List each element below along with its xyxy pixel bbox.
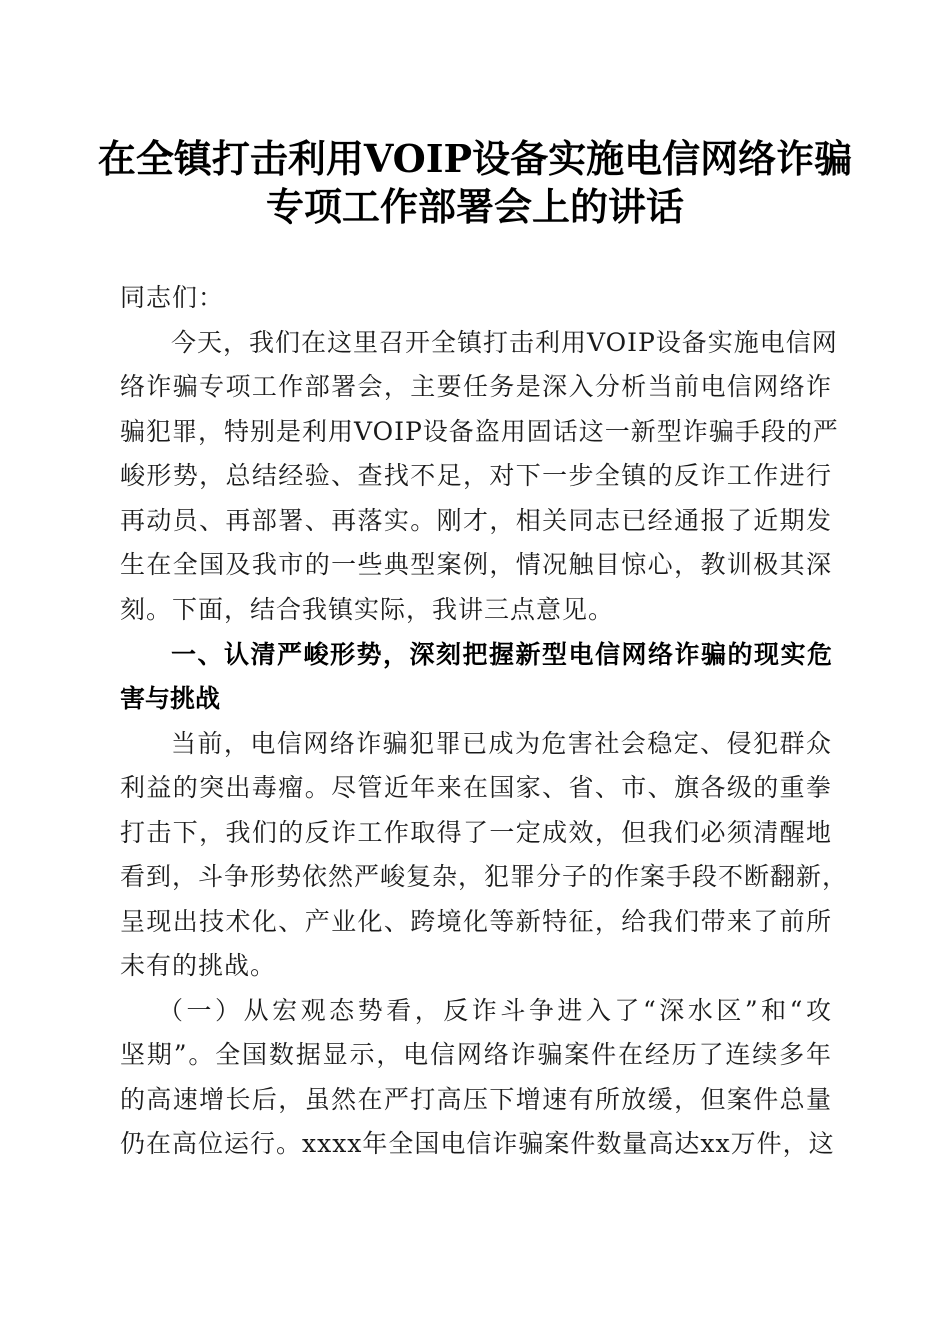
section-heading-line: 害与挑战 bbox=[120, 684, 221, 713]
subsection-line: （一）从宏观态势看，反诈斗争进入了“深水区”和“攻 bbox=[158, 996, 832, 1025]
subsection-line: 仍在高位运行。xxxx年全国电信诈骗案件数量高达xx万件，这 bbox=[120, 1129, 835, 1158]
intro-line: 骗犯罪，特别是利用VOIP设备盗用固话这一新型诈骗手段的严 bbox=[120, 417, 839, 446]
section-body-line: 呈现出技术化、产业化、跨境化等新特征，给我们带来了前所 bbox=[120, 907, 832, 936]
document-title-line-2: 专项工作部署会上的讲话 bbox=[265, 184, 684, 229]
intro-line: 生在全国及我市的一些典型案例，情况触目惊心，教训极其深 bbox=[120, 550, 832, 579]
intro-line: 络诈骗专项工作部署会，主要任务是深入分析当前电信网络诈 bbox=[120, 372, 832, 401]
section-heading-line: 一、认清严峻形势，深刻把握新型电信网络诈骗的现实危 bbox=[171, 640, 832, 669]
section-body-line: 利益的突出毒瘤。尽管近年来在国家、省、市、旗各级的重拳 bbox=[120, 773, 832, 802]
subsection-line: 的高速增长后，虽然在严打高压下增速有所放缓，但案件总量 bbox=[120, 1085, 832, 1114]
intro-line: 今天，我们在这里召开全镇打击利用VOIP设备实施电信网 bbox=[171, 328, 838, 357]
section-body-line: 打击下，我们的反诈工作取得了一定成效，但我们必须清醒地 bbox=[120, 818, 832, 847]
intro-line: 再动员、再部署、再落实。刚才，相关同志已经通报了近期发 bbox=[120, 506, 832, 535]
section-body-line: 当前，电信网络诈骗犯罪已成为危害社会稳定、侵犯群众 bbox=[171, 729, 832, 758]
intro-line: 刻。下面，结合我镇实际，我讲三点意见。 bbox=[120, 595, 615, 624]
section-body-line: 未有的挑战。 bbox=[120, 951, 277, 980]
salutation: 同志们： bbox=[120, 283, 225, 312]
document-title-line-1: 在全镇打击利用VOIP设备实施电信网络诈骗 bbox=[97, 136, 853, 181]
section-body-line: 看到，斗争形势依然严峻复杂，犯罪分子的作案手段不断翻新， bbox=[120, 862, 849, 891]
subsection-line: 坚期”。全国数据显示，电信网络诈骗案件在经历了连续多年 bbox=[120, 1040, 832, 1069]
intro-line: 峻形势，总结经验、查找不足，对下一步全镇的反诈工作进行 bbox=[120, 461, 832, 490]
